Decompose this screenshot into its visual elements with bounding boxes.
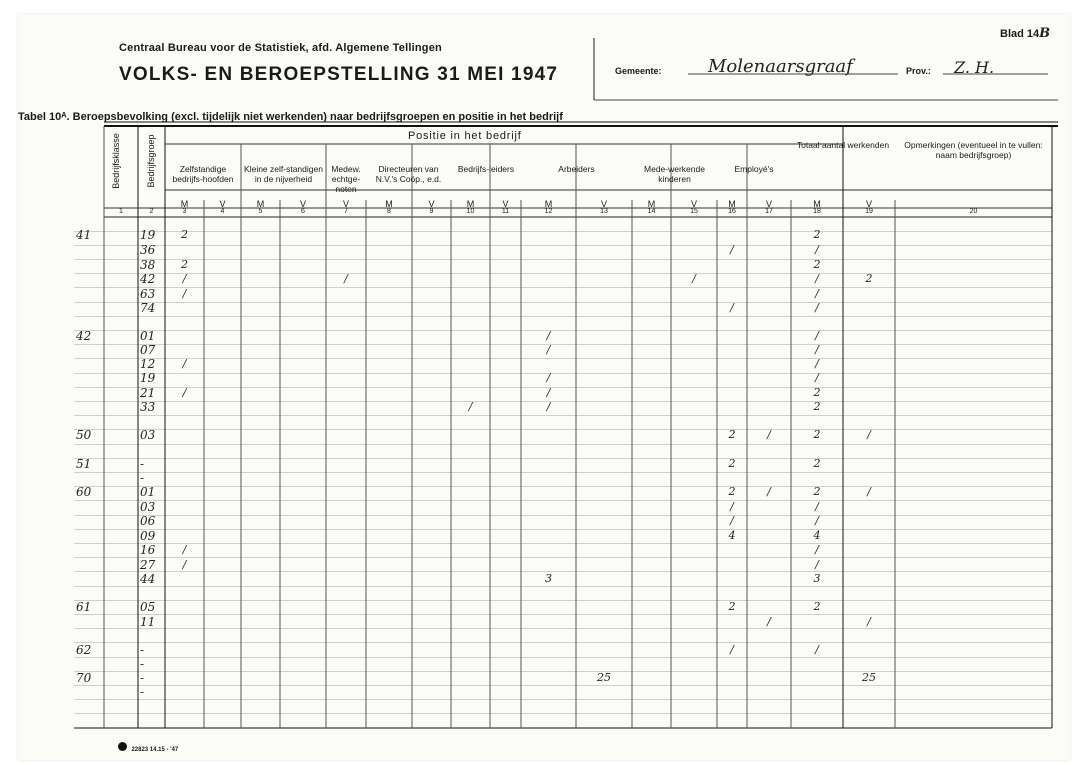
gemeente-value: Molenaarsgraaf [708,56,853,77]
cell-value: / [344,272,348,285]
cell-value: 2 [813,600,821,613]
cell-bedrijfsgroep: 74 [140,301,156,315]
cell-value: 3 [813,572,821,585]
header-v-col: V [299,199,306,209]
header-arbeiders: Arbeiders [558,164,595,174]
cell-bedrijfsklasse: 70 [76,671,92,685]
header-v-col: V [219,199,226,209]
cell-bedrijfsgroep: 03 [140,428,156,442]
cell-value: / [867,615,871,628]
cell-value: / [730,243,734,256]
header-zelfstandige: Zelfstandige bedrijfs-hoofden [172,164,234,184]
cell-value: 4 [728,529,736,542]
cell-bedrijfsgroep: 01 [140,329,156,343]
cell-value: 2 [813,400,821,413]
cell-value: / [182,543,187,556]
cell-bedrijfsgroep: 19 [140,371,156,385]
column-number: 10 [466,208,475,215]
header-medewerkende-echtgenoten: Medew. echtge-noten [331,164,361,194]
cell-bedrijfsgroep: 63 [140,287,156,301]
cell-value: / [767,485,771,498]
column-number: 13 [600,208,608,215]
header-employes: Employé's [734,164,774,174]
cell-value: / [546,371,551,384]
cell-bedrijfsgroep: 07 [140,343,156,357]
cell-bedrijfsgroep: 36 [140,243,156,257]
cell-value: 2 [813,258,821,271]
cell-value: / [767,428,771,441]
col-positie: Positie in het bedrijf [408,130,522,142]
header-m-col: M [647,199,656,209]
cell-value: / [815,287,819,300]
table-title: Tabel 10ᴬ. Beroepsbevolking (excl. tijdelijk niet werkenden) naar bedrijfsgroepen en positie in het bedrijf [18,111,563,123]
cell-bedrijfsgroep: -- [140,457,145,485]
cell-bedrijfsgroep: 03 [140,500,156,514]
cell-value: / [815,272,819,285]
header-directeuren: Directeuren van N.V.'s Coöp., e.d. [375,164,442,184]
cell-value: / [815,643,819,656]
cell-bedrijfsgroep: 09 [140,529,156,543]
cell-value: 25 [597,671,611,684]
header-m-col: M [385,199,393,209]
cell-bedrijfsgroep: 05 [140,600,156,614]
cell-bedrijfsgroep: 27 [140,558,156,572]
cell-value: 2 [865,272,873,285]
column-number: 6 [301,208,305,215]
header-opmerkingen: Opmerkingen (eventueel in te vullen: naam bedrijfsgroep) [904,140,1043,160]
header-kleine-zelfstandigen: Kleine zelf-standigen in de nijverheid [244,164,323,184]
cell-value: / [182,287,187,300]
cell-value: 2 [728,457,736,470]
cell-value: / [767,615,771,628]
footer [118,738,178,756]
cell-bedrijfsgroep: 42 [140,272,156,286]
column-number: 7 [344,208,348,215]
column-number: 2 [149,208,154,215]
cell-value: / [730,514,734,527]
cell-value: / [546,329,551,342]
header-v-col: V [690,199,697,209]
printer-mark-icon [118,742,127,751]
cell-value: 2 [813,228,821,241]
sheet-number: Blad 14B [1000,26,1051,41]
cell-value: / [546,400,551,413]
cell-bedrijfsklasse: 51 [76,457,92,471]
cell-value: / [867,428,871,441]
column-number: 17 [765,208,773,215]
column-number: 15 [690,208,698,215]
col-bedrijfsklasse: Bedrijfsklasse [111,133,121,189]
cell-bedrijfsgroep: 01 [140,485,156,499]
cell-bedrijfsgroep: 44 [140,572,156,586]
cell-value: / [546,386,551,399]
header-m-col: M [256,199,265,209]
column-number: 16 [728,208,736,215]
cell-bedrijfsgroep: 33 [140,400,156,414]
cell-bedrijfsgroep: 38 [140,258,156,272]
header-m-col: M [466,199,475,209]
col-bedrijfsgroep: Bedrijfsgroep [146,134,156,188]
cell-value: / [815,543,819,556]
cell-value: / [815,329,819,342]
cell-value: 3 [545,572,552,585]
cell-bedrijfsgroep: 16 [140,543,156,557]
column-number: 14 [647,208,656,215]
cell-bedrijfsgroep: 21 [140,386,156,400]
column-number: 4 [220,208,225,215]
cell-value: 2 [813,428,821,441]
cell-value: / [182,558,187,571]
cell-value: / [815,301,819,314]
column-number: 11 [501,208,510,215]
header-m-col: M [544,199,553,209]
cell-bedrijfsgroep: 06 [140,514,156,528]
cell-value: 25 [862,671,876,684]
header-totaal: Totaal aantal werkenden [796,140,890,150]
bureau-label: Centraal Bureau voor de Statistiek, afd. Algemene Tellingen [119,42,442,54]
header-v-col: V [865,199,872,209]
cell-value: 2 [728,428,736,441]
prov-value: Z. H. [954,58,995,77]
cell-value: 2 [813,457,821,470]
header-m-col: M [180,199,189,209]
cell-value: / [730,301,734,314]
cell-value: / [182,272,187,285]
cell-value: / [815,558,819,571]
column-number: 12 [544,208,553,215]
column-number: 9 [429,208,434,215]
cell-value: 2 [728,600,736,613]
cell-value: 2 [813,485,821,498]
cell-value: / [815,500,819,513]
cell-value: 2 [181,258,188,271]
prov-label: Prov.: [906,66,931,76]
cell-value: / [692,272,696,285]
gemeente-label: Gemeente: [615,66,662,76]
cell-bedrijfsklasse: 42 [76,329,92,343]
cell-bedrijfsgroep: 12 [140,357,156,371]
cell-bedrijfsgroep: 11 [140,615,156,629]
cell-value: / [815,243,819,256]
column-number: 3 [182,208,187,215]
cell-value: / [182,386,187,399]
header-v-col: V [428,199,435,209]
column-number: 19 [865,208,873,215]
cell-value: / [546,343,551,356]
column-number: 20 [969,208,978,215]
header-m-col: M [728,199,736,209]
cell-value: / [815,514,819,527]
column-number: 18 [813,208,821,215]
cell-value: 2 [813,386,821,399]
cell-bedrijfsgroep: -- [140,643,145,671]
cell-value: 4 [813,529,821,542]
cell-bedrijfsklasse: 62 [76,643,92,657]
column-number: 5 [258,208,263,215]
cell-bedrijfsklasse: 60 [76,485,92,499]
column-number: 1 [119,208,123,215]
footer-print-code: 22823 14.15 - '47 [131,747,179,753]
cell-value: / [815,357,819,370]
header-m-col: M [813,199,821,209]
cell-value: / [815,371,819,384]
cell-bedrijfsklasse: 50 [76,428,92,442]
header-v-col: V [600,199,607,209]
header-v-col: V [342,199,349,209]
header-v-col: V [765,199,772,209]
cell-value: / [468,400,473,413]
cell-bedrijfsgroep: -- [140,671,145,699]
cell-value: / [867,485,871,498]
header-v-col: V [502,199,509,209]
cell-value: 2 [728,485,736,498]
header-bedrijfsleiders: Bedrijfs-leiders [457,164,515,174]
column-number: 8 [387,208,391,215]
cell-value: 2 [181,228,188,241]
cell-bedrijfsgroep: 19 [140,228,156,242]
census-form-sheet [18,14,1070,760]
cell-bedrijfsklasse: 41 [76,228,92,242]
header-medewerkende-kinderen: Mede-werkende kinderen [644,164,705,184]
cell-value: / [182,357,187,370]
cell-value: / [815,343,819,356]
form-title: VOLKS- EN BEROEPSTELLING 31 MEI 1947 [119,64,559,85]
cell-value: / [730,500,734,513]
cell-bedrijfsklasse: 61 [76,600,92,614]
cell-value: / [730,643,734,656]
